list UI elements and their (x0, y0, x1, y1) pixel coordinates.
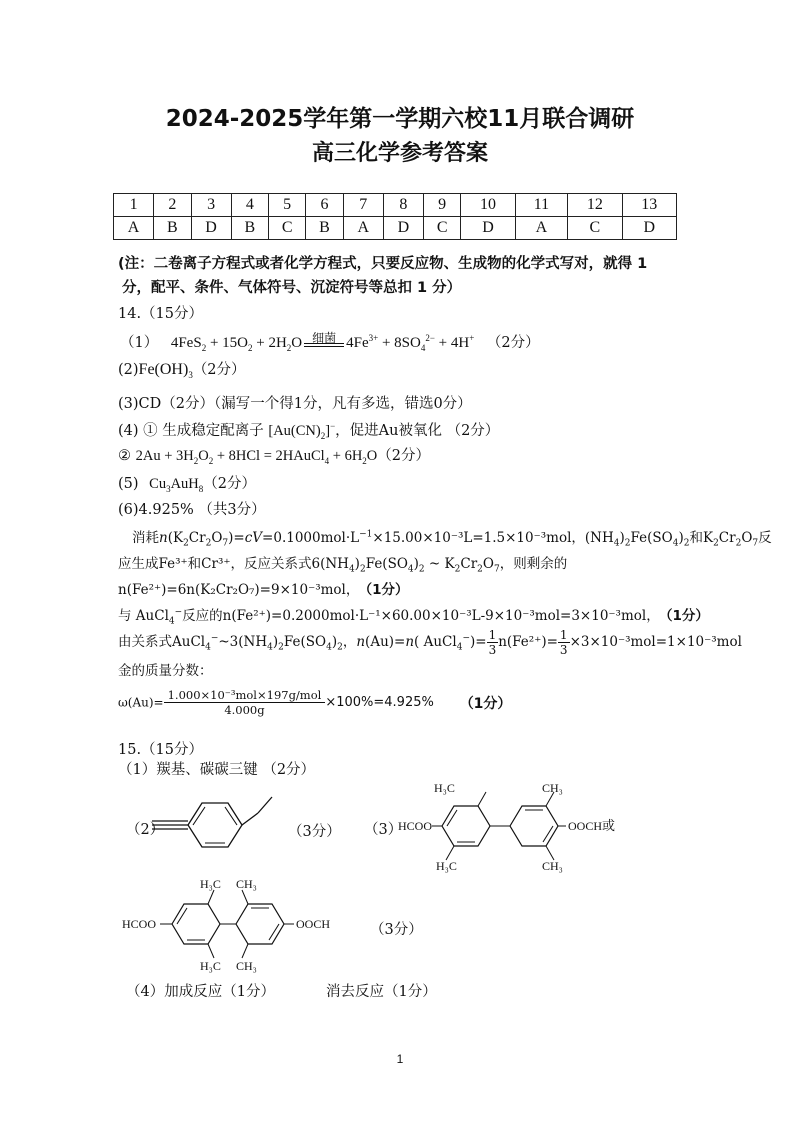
question-number-cell: 4 (231, 194, 268, 217)
question-number-cell: 3 (191, 194, 231, 217)
q15-p2-label: （2） (126, 822, 165, 838)
answer-cell: A (515, 217, 567, 240)
answer-cell: B (154, 217, 191, 240)
q14-p1-condition: 细菌 (312, 331, 337, 345)
question-number-cell: 12 (568, 194, 622, 217)
q14-p2-label: (2) (118, 362, 139, 378)
q15-p3-score: （3分） (370, 922, 423, 938)
q14-p1-label: （1） (120, 335, 159, 351)
answer-cell: C (424, 217, 461, 240)
q14-omega-equation: ω(Au)= $\frac{\text{1.000×10⁻³mol×197g/mol}}{4.000g}$ ×100%=4.925% （1分） (118, 688, 512, 717)
answer-cell: D (191, 217, 231, 240)
svg-text:HCOO: HCOO (122, 917, 157, 931)
q14-header: 14.（15分） (118, 306, 204, 322)
svg-text:H₃C: H₃C (436, 859, 457, 873)
q15-p4-b: 消去反应（1分） (326, 984, 437, 1000)
svg-text:H₃C: H₃C (434, 781, 455, 795)
question-number-cell: 5 (269, 194, 306, 217)
q14-calc-line-3: n(Fe²⁺)=6n(K₂Cr₂O₇)=9×10⁻³mol， （1分） (118, 582, 409, 598)
note-line-1: (注：二卷离子方程式或者化学方程式，只要反应物、生成物的化学式写对，就得 1 (118, 256, 648, 272)
q14-p5: (5) $Cu_3AuH_8(2$分） (118, 476, 257, 494)
q14-p6: (6)4.925% （共3分） (118, 502, 266, 518)
q14-calc-line-5: 由关系式$AuCl_4^-\sim 3(NH_4)_2Fe(SO_4)_2$，n(Au)=n( AuCl$_4$−)= $\frac{1}{3}$ n(Fe²⁺)= $\frac{1}{3}$ ×3×10⁻³mol=1×10⁻³mol (118, 628, 742, 657)
q14-p4-a: (4) ① 生成稳定配离子 $[Au(CN)_2]^-$，促进Au被氧化 （2分） (118, 421, 500, 441)
q15-p3-label: （3） (364, 822, 403, 838)
question-number-cell: 13 (622, 194, 676, 217)
q14-calc-line-1: 消耗$n(K_2Cr_2O_7)=cV=0.1000mol\cdot L^{-1}\times 15.00\times 10^{-3}L=1.5\times 10^{-3}mol$，$(NH_4)_2Fe(SO_4)_2$和$K_2Cr_2O_7$反 (132, 529, 772, 549)
answer-cell: C (568, 217, 622, 240)
q14-p3: (3)CD（2分）（漏写一个得1分，凡有多选，错选0分） (118, 396, 472, 412)
answer-cell: C (269, 217, 306, 240)
question-number-cell: 6 (306, 194, 343, 217)
svg-text:HCOO: HCOO (398, 819, 433, 833)
q15-header: 15.（15分） (118, 742, 204, 758)
answer-cell: B (231, 217, 268, 240)
svg-text:CH₃: CH₃ (542, 781, 563, 795)
document-subtitle: 高三化学参考答案 (311, 141, 488, 166)
table-row-answers (114, 217, 677, 240)
q15-p3-structure-a (392, 780, 632, 875)
answer-cell: B (306, 217, 343, 240)
q14-calc-line-2: 应生成Fe³⁺和Cr³⁺，反应关系式$6(NH_4)_2Fe(SO_4)_2$ ~ $K_2Cr_2O_7$，则剩余的 (118, 556, 568, 575)
page-number: 1 (396, 1052, 404, 1066)
q15-p2-structure (150, 795, 280, 865)
q14-calc-line-4: 与 AuCl$_4$−反应的n(Fe²⁺)=0.2000mol·L⁻¹×60.00×10⁻³L-9×10⁻³mol=3×10⁻³mol， （1分） (118, 607, 709, 627)
answer-cell: D (383, 217, 423, 240)
svg-text:H₃C: H₃C (200, 959, 221, 973)
q14-p2: $(2)Fe(OH)_3(2$分） (118, 361, 246, 381)
question-number-cell: 8 (383, 194, 423, 217)
q14-p2-score: （2分） (192, 362, 246, 378)
q15-p1: （1）羰基、碳碳三键 （2分） (118, 762, 316, 778)
question-number-cell: 10 (461, 194, 515, 217)
q14-calc-line-6: 金的质量分数： (118, 663, 213, 679)
answer-cell: A (114, 217, 154, 240)
svg-text:CH₃: CH₃ (542, 859, 563, 873)
q14-p1-score: （2分） (486, 335, 540, 351)
svg-text:H₃C: H₃C (200, 877, 221, 891)
question-number-cell: 2 (154, 194, 191, 217)
note-line-2: 分，配平、条件、气体符号、沉淀符号等总扣 1 分） (122, 280, 462, 296)
question-number-cell: 11 (515, 194, 567, 217)
document-title: 2024-2025学年第一学期六校11月联合调研 (165, 106, 635, 132)
q14-p4-b: ② $2Au + 3H_2O_2 + 8HCl$ = 2HAuCl$_4$ + $6H_2O(2$分） (118, 448, 431, 466)
q15-p2-score: （3分） (288, 824, 341, 840)
svg-text:CH₃: CH₃ (236, 959, 257, 973)
q15-p3-structure-b (118, 876, 358, 976)
answer-table (113, 193, 677, 240)
svg-text:或: 或 (602, 818, 616, 833)
question-number-cell: 9 (424, 194, 461, 217)
question-number-cell: 7 (343, 194, 383, 217)
svg-text:OOCH: OOCH (296, 917, 331, 931)
answer-cell: D (622, 217, 676, 240)
answer-cell: A (343, 217, 383, 240)
question-number-cell: 1 (114, 194, 154, 217)
svg-text:CH₃: CH₃ (236, 877, 257, 891)
q14-p1 (120, 331, 540, 353)
answer-cell: D (461, 217, 515, 240)
table-row-numbers (114, 194, 677, 217)
svg-text:OOCH: OOCH (568, 819, 603, 833)
q15-p4-a: （4）加成反应（1分） (126, 984, 275, 1000)
q14-p1-equation: $4FeS_2 + 15O_2 + 2H_2O$ 细菌 $4Fe^{3+} + 8SO_4^{2-} + 4H^+$ (170, 331, 475, 353)
